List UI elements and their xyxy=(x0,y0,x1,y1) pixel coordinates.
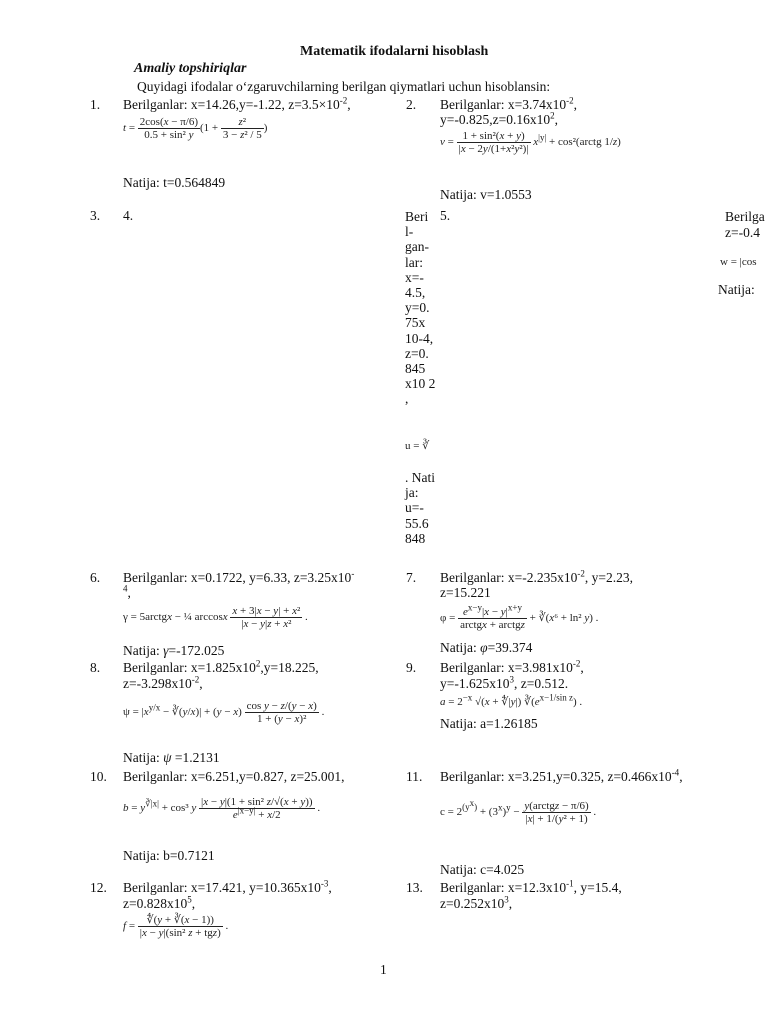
task-11-number: 11. xyxy=(406,769,423,784)
intro-text: Quyidagi ifodalar o‘zgaruvchilarning berilgan qiymatlari uchun hisoblansin: xyxy=(137,79,551,94)
task-13-given-line2: $z=0.252x10^3$, xyxy=(440,894,513,911)
task-5-number: 5. xyxy=(440,208,451,223)
task-7-formula: φ = $\frac{e^{x-y}|x - y|^{x+y}}{\text{arctgx + arctgz}}$ + ∛(x⁶ + ln² y) . xyxy=(440,602,599,631)
task-10-result: Natija: b=0.7121 xyxy=(123,848,215,863)
task-8-result: Natija: ψ =1.2131 xyxy=(123,750,220,765)
task-12-given-line2: $z=0.828x10^5$, xyxy=(123,894,196,911)
task-cut-z: z=-0.4 xyxy=(725,225,760,240)
page-subtitle: Amaliy topshiriqlar xyxy=(134,61,247,76)
task-cut-result: Natija: xyxy=(718,282,755,297)
task-3-number: 3. xyxy=(90,208,101,223)
task-8-given-line2: $z=-3.298x10^{-2}$, xyxy=(123,674,203,691)
task-1-number: 1. xyxy=(90,97,101,112)
task-2-number: 2. xyxy=(406,97,417,112)
task-11-formula: $c = 2^{(y^x)} + (3^x)^y$ − $\frac{\text{y(arctgz − π/6)}}{\text{|x| + 1/(y² + 1)}}$ . xyxy=(440,798,597,825)
task-13-number: 13. xyxy=(406,880,423,895)
task-9-result: Natija: a=1.26185 xyxy=(440,716,538,731)
task-9-given-line2: $y=-1.625x10^3$, z=0.512. xyxy=(440,674,569,691)
task-10-given: Berilganlar: x=6.251,y=0.827, z=25.001, xyxy=(123,769,345,784)
task-cut-formula: w = |cos xyxy=(720,256,757,268)
task-cut-given: Berilga xyxy=(725,209,765,224)
task-6-given: Berilganlar: x=0.1722, y=6.33, z=3.25x10- xyxy=(123,568,355,585)
task-9-formula: $a = 2^{-x}$ √(x + ∜|y|) $∛(e^{x-1/sin z})$ . xyxy=(440,692,583,708)
task-8-given: Berilganlar: $x=1.825x10^2,y=18.225$, xyxy=(123,658,319,675)
task-4-number: 4. xyxy=(123,208,134,223)
task-6-number: 6. xyxy=(90,570,101,585)
task-12-number: 12. xyxy=(90,880,107,895)
task-13-given: Berilganlar: $x=12.3x10^{-1}$, y=15.4, xyxy=(440,878,622,895)
task-6-formula: γ = 5arctgx − ¼ arccosx $\frac{\text{x + 3|x − y| + x²}}{\text{|x − y|z + x²}}$ . xyxy=(123,605,308,630)
task-4-narrow-result: . Nati ja: u=- 55.6 848 xyxy=(405,470,435,546)
task-2-result: Natija: v=1.0553 xyxy=(440,187,532,202)
task-1-given: Berilganlar: x=14.26,y=-1.22, $z=3.5\times 10^{-2}$, xyxy=(123,95,351,112)
task-2-given-line2: $y=-0.825,z=0.16x10^2$, xyxy=(440,110,558,127)
page-title: Matematik ifodalarni hisoblash xyxy=(300,44,489,59)
task-11-given: Berilganlar: x=3.251,y=0.325, $z=0.466x10^{-4}$, xyxy=(440,767,683,784)
task-11-result: Natija: c=4.025 xyxy=(440,862,525,877)
task-7-number: 7. xyxy=(406,570,417,585)
task-6-given-line2: $^4$, xyxy=(123,583,131,600)
task-12-given: Berilganlar: x=17.421, $y=10.365x10^{-3}$, xyxy=(123,878,332,895)
task-8-formula: $\psi = |x^{y/x}$ − ∛(y/x)| + (y − x) $\frac{\text{cos y − z/(y − x)}}{\text{1 + (y − x)²}}$ . xyxy=(123,700,325,725)
task-2-given: Berilganlar: $x=3.74x10^{-2}$, xyxy=(440,95,577,112)
task-9-number: 9. xyxy=(406,660,417,675)
task-7-given: Berilganlar: $x=-2.235x10^{-2}$, y=2.23, xyxy=(440,568,633,585)
task-4-formula: u = ∛ xyxy=(405,440,430,452)
task-7-result: Natija: φ=39.374 xyxy=(440,640,533,655)
task-12-formula: f = $\frac{∜(y + ∛(x - 1))}{\text{|x − y|(sin² z + tgz)}}$ . xyxy=(123,914,229,939)
task-10-formula: $b = y^{∛|x|} + \cos^3$ y $\frac{\text{|x − y|(1 + sin² z/√(x + y))}}{e^{|x-y|} + x/2}$ . xyxy=(123,796,321,821)
page-number: 1 xyxy=(380,962,387,977)
task-9-given: Berilganlar: $x=3.981x10^{-2}$, xyxy=(440,658,584,675)
task-2-formula: v = $\frac{\text{1 + sin²(x + y)}}{\text{|x − 2y/(1+x²y²)|}}$ $x^{|y|}$ + cos²(arctg 1/z) xyxy=(440,130,621,155)
task-4-narrow-given: Beri l- gan- lar: x=- 4.5, y=0. 75x 10-4, z=0. 845 x10 2 , xyxy=(405,209,436,407)
task-1-formula: t = $\frac{2\cos(x - \pi/6)}{\text{0.5 + sin² y}}$ (1 + $\frac{\text{z²}}{\text{3 − z² / 5}}$ ) xyxy=(123,116,268,141)
task-8-number: 8. xyxy=(90,660,101,675)
task-7-given-line2: z=15.221 xyxy=(440,585,491,600)
task-10-number: 10. xyxy=(90,769,107,784)
task-6-result: Natija: γ=-172.025 xyxy=(123,643,225,658)
task-1-result: Natija: t=0.564849 xyxy=(123,175,226,190)
